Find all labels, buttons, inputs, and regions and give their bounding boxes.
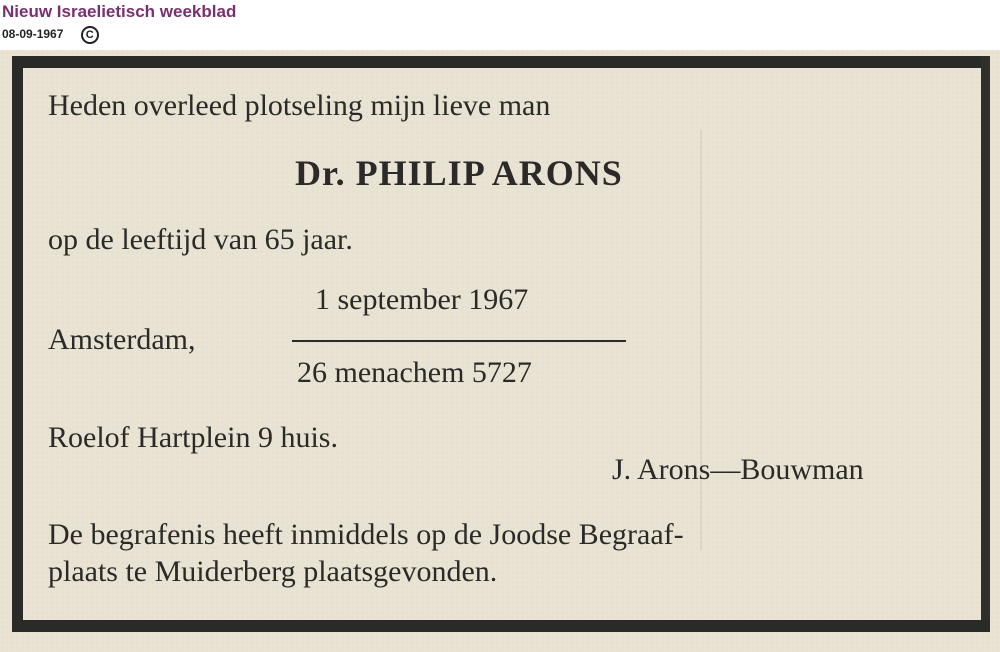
signature: J. Arons—Bouwman <box>612 453 864 486</box>
border-right <box>981 56 990 632</box>
announcement-line: Heden overleed plotseling mijn lieve man <box>48 89 551 122</box>
burial-line-2: plaats te Muiderberg plaatsgevonden. <box>48 555 498 588</box>
date-divider <box>292 340 626 342</box>
gregorian-date: 1 september 1967 <box>315 283 529 316</box>
age-line: op de leeftijd van 65 jaar. <box>48 223 353 256</box>
border-left <box>12 56 23 632</box>
border-bottom <box>12 620 990 632</box>
border-top <box>12 56 990 68</box>
address-line: Roelof Hartplein 9 huis. <box>48 421 338 454</box>
newspaper-title[interactable]: Nieuw Israelietisch weekblad <box>2 2 237 21</box>
deceased-name: Dr. PHILIP ARONS <box>295 153 623 193</box>
burial-line-1: De begrafenis heeft inmiddels op de Joodse Begraaf- <box>48 518 684 551</box>
bleed-through-column <box>700 130 702 550</box>
hebrew-date: 26 menachem 5727 <box>297 356 532 389</box>
publication-date: 08-09-1967 <box>2 27 64 42</box>
publication-date-row <box>2 26 99 44</box>
place-name: Amsterdam, <box>48 323 196 356</box>
copyright-icon[interactable]: C <box>81 26 99 44</box>
scanned-notice <box>0 50 1000 652</box>
source-header <box>0 0 1000 50</box>
